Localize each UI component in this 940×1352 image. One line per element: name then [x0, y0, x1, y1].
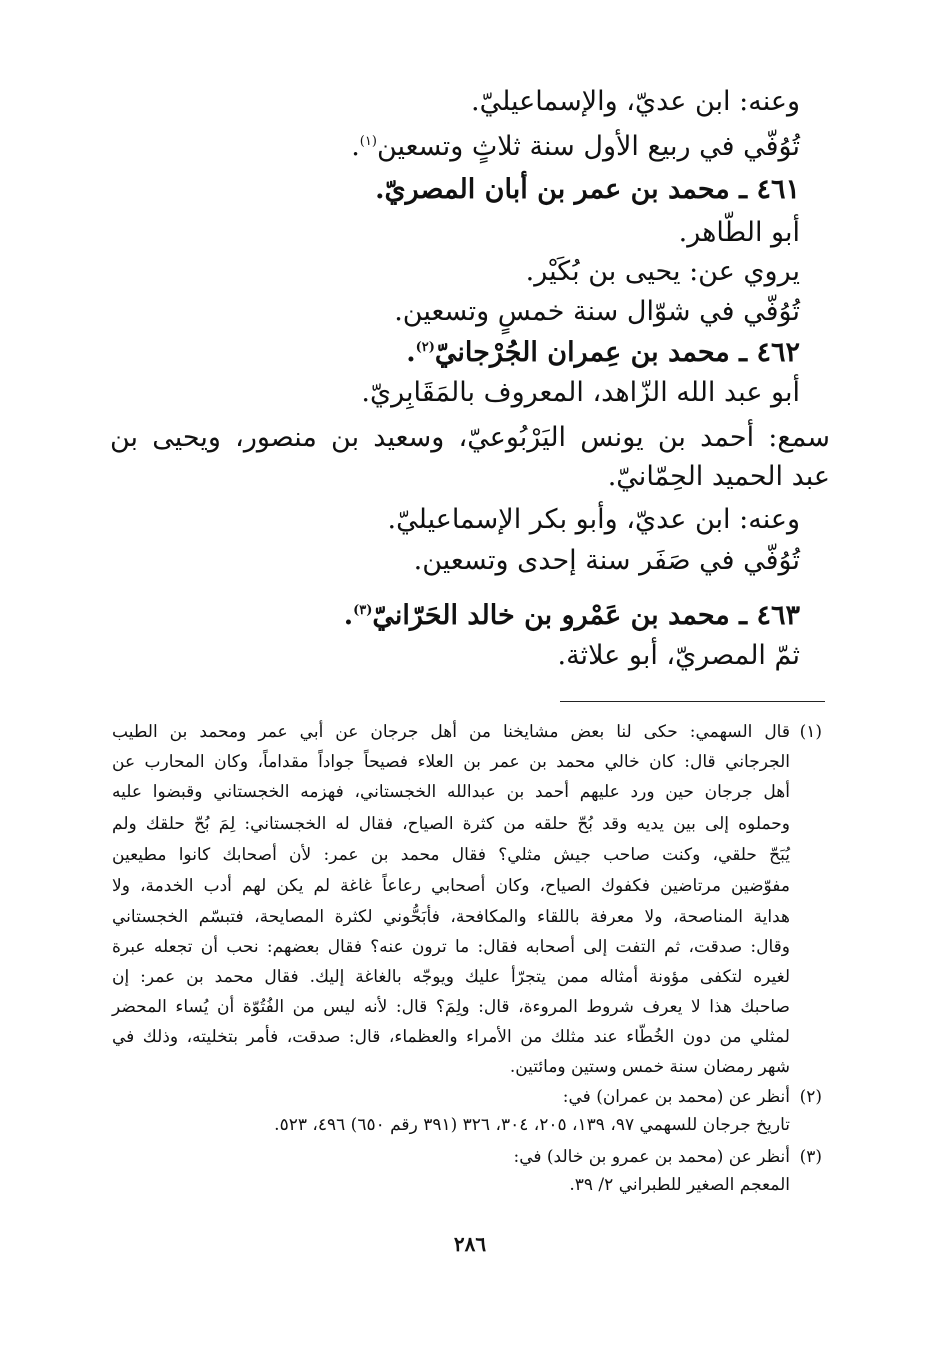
- entry-title-text: ٤٦٢ ـ محمد بن عِمران الجُرْجانيّ: [434, 337, 800, 368]
- text-segment: يروي عن: يحيى بن بُكَيْر.: [525, 256, 800, 287]
- footnote-number: (٣): [799, 1147, 822, 1167]
- text-line: [414, 541, 800, 581]
- entry-title-text: ٤٦٣ ـ محمد بن عَمْرو بن خالد الحَرّانيّ: [372, 600, 800, 631]
- footnote-line: [112, 871, 790, 901]
- footnote-line: [274, 1110, 790, 1140]
- footnote-separator: [560, 701, 825, 702]
- footnote-text: لمثلي من دون الخُطّاء عند مثلك من الأمراء والعظماء، قال: صدقت، فأمر بتخليته، وذلك في: [112, 1027, 790, 1047]
- footnote-line: [112, 902, 790, 932]
- text-segment: تُوُفّي في شوّال سنة خمسٍ وتسعين.: [394, 296, 800, 327]
- footnote-ref: (٣): [353, 603, 373, 618]
- text-line: [110, 418, 830, 458]
- footnote-line: [112, 717, 790, 747]
- text-segment: .: [343, 600, 354, 631]
- text-segment: تُوُفّي في صَفَر سنة إحدى وتسعين.: [413, 545, 800, 576]
- footnote-text: هداية المناصحة، ولا معرفة باللقاء والمكافحة، فأبَحُّوني لكثرة المصايحة، فتبسّم الخجستاني: [112, 907, 790, 927]
- footnote-ref: (٢): [415, 340, 435, 355]
- text-line: [471, 82, 800, 122]
- entry-title-text: ٤٦١ ـ محمد بن عمر بن أبان المصريّ.: [375, 174, 800, 205]
- footnote-text: أهل جرجان حين ورد عليهم أحمد بن عبدالله الخجستاني، فهزمه الخجستاني وقبضوا عليه: [112, 782, 790, 802]
- footnote-text: قال السهمي: حكى لنا بعض مشايخنا من أهل جرجان عن أبي عمر ومحمد بن الطيب: [112, 722, 790, 742]
- footnote-line: [112, 932, 790, 962]
- footnote-line: [112, 992, 790, 1022]
- text-segment: وعنه: ابن عديّ، والإسماعيليّ.: [471, 86, 800, 117]
- footnote-line: [563, 1082, 790, 1112]
- entry-title-461: [375, 170, 800, 210]
- text-line: [361, 373, 800, 413]
- footnote-text: صاحبك هذا لا يعرف شروط المروءة، قال: ولِمَ؟ قال: لأنه ليس من الفُتُوّة أن يُساء المحضر: [112, 997, 790, 1017]
- footnote-line: [510, 1052, 790, 1082]
- footnote-text: وحملوه إلى بين يديه وقد بُحّ حلقه من كثرة الصياح، فقال له الخجستاني: لِمَ بُحّ حلقك ولم: [112, 814, 790, 834]
- text-line: [388, 500, 800, 540]
- footnote-text: يُبَحّ حلقي، وكنت صاحب جيش مثلي؟ فقال محمد بن عمر: لأن أصحابك كانوا مطيعين: [112, 845, 790, 865]
- footnote-text: شهر رمضان سنة خمس وستين ومائتين.: [509, 1057, 790, 1077]
- text-line: [526, 252, 800, 292]
- page-number: ٢٨٦: [453, 1232, 487, 1256]
- text-segment: تُوُفّي في ربيع الأول سنة ثلاثٍ وتسعين: [376, 131, 800, 162]
- footnote-text: مفوّضين مرتاضين فكفوك الصياح، وكان أصحابي رعاعاً غاغة لم يكن لهم أدب الخدمة، ولا: [112, 876, 790, 896]
- footnote-number: (٢): [799, 1087, 822, 1107]
- footnote-text: المعجم الصغير للطبراني ٢/ ٣٩.: [569, 1175, 790, 1195]
- footnote-text: تاريخ جرجان للسهمي ٩٧، ١٣٩، ٢٠٥، ٣٠٤، ٣٢٦ (٣٩١ رقم ٦٥٠) ٤٩٦، ٥٢٣.: [274, 1115, 790, 1135]
- text-segment: عبد الحميد الحِمّانيّ.: [607, 461, 830, 492]
- footnote-line: [112, 809, 790, 839]
- footnote-line: [513, 1142, 790, 1172]
- text-line: [608, 457, 830, 497]
- footnote-text: وقال: صدقت، ثم التفت إلى أصحابه فقال: ما ترون عنه؟ فقال بعضهم: نحب أن تجعله عبرة: [112, 937, 790, 957]
- footnote-ref: (١): [359, 134, 377, 149]
- footnote-text: الجرجاني قال: كان خالي محمد بن عمر بن العلاء فصيحاً جواداً مقداماً، وكان المحارب عن: [112, 752, 790, 772]
- text-segment: أبو الطّاهر.: [678, 217, 800, 248]
- text-line: [351, 127, 800, 167]
- text-line: [679, 213, 800, 253]
- text-segment: وعنه: ابن عديّ، وأبو بكر الإسماعيليّ.: [387, 504, 800, 535]
- footnote-number: (١): [799, 722, 822, 742]
- footnote-line: [112, 962, 790, 992]
- footnote-line: [112, 747, 790, 777]
- text-line: [394, 292, 800, 332]
- footnote-line: [112, 777, 790, 807]
- footnote-line: [569, 1170, 790, 1200]
- text-segment: .: [406, 337, 416, 368]
- entry-title-463: [344, 596, 800, 636]
- text-line: [558, 636, 801, 676]
- footnote-text: أنظر عن (محمد بن عمرو بن خالد) في:: [513, 1147, 790, 1167]
- entry-title-462: [406, 333, 800, 373]
- footnote-text: لغيره لتكفى مؤونة أمثاله ممن يتجرّأ عليك ويوجّه بالغاغة إليك. فقال محمد بن عمر: إن: [112, 967, 790, 987]
- text-segment: .: [351, 131, 360, 162]
- text-segment: ثمّ المصريّ، أبو علاثة.: [557, 640, 800, 671]
- footnote-line: [112, 840, 790, 870]
- footnote-line: [112, 1022, 790, 1052]
- text-segment: أبو عبد الله الزّاهد، المعروف بالمَقَابِريّ.: [361, 377, 800, 408]
- footnote-text: أنظر عن (محمد بن عمران) في:: [562, 1087, 790, 1107]
- text-segment: سمع: أحمد بن يونس اليَرْبُوعيّ، وسعيد بن منصور، ويحيى بن: [110, 422, 830, 453]
